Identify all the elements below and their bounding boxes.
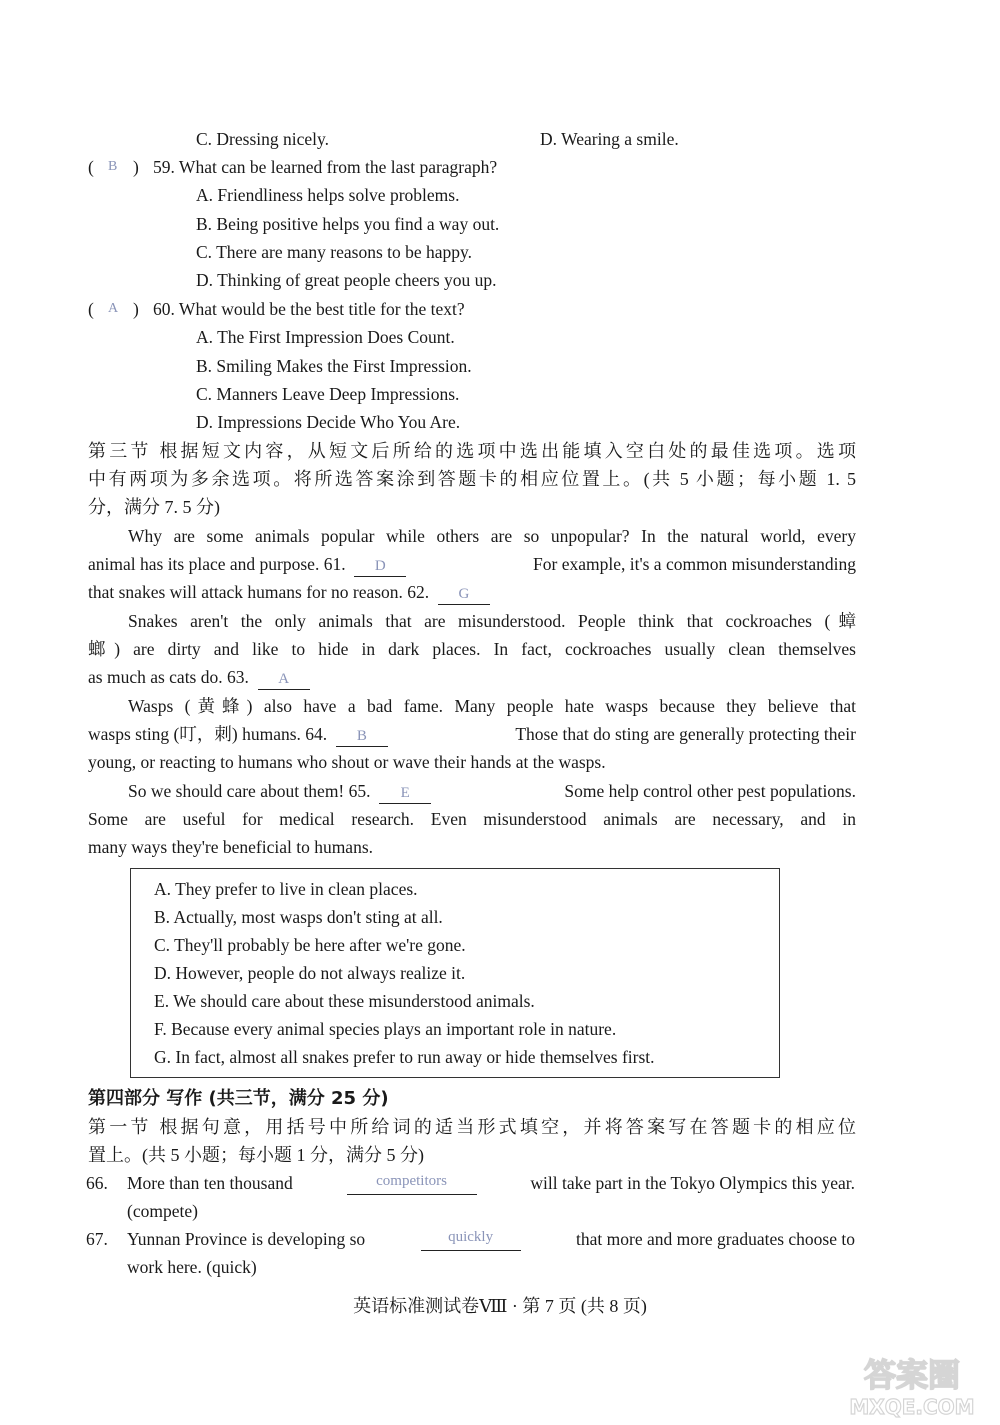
watermark-logo-text: 答案圈	[863, 1356, 961, 1394]
section3-instructions-line3: 分，满分 7. 5 分)	[88, 497, 220, 517]
q60-option-c: C. Manners Leave Deep Impressions.	[196, 384, 460, 404]
choice-d: D. However, people do not always realize it.	[154, 963, 466, 983]
blank-66: competitors	[347, 1171, 477, 1195]
q67-line1	[127, 1227, 855, 1251]
watermark-logo	[842, 1350, 982, 1420]
q59-option-d: D. Thinking of great people cheers you up.	[196, 270, 497, 290]
q59-answer-mark: B	[108, 159, 118, 174]
part4-instructions-line2: 置上。(共 5 小题；每小题 1 分，满分 5 分)	[88, 1145, 424, 1165]
part4-title: 第四部分 写作 (共三节，满分 25 分)	[88, 1088, 389, 1109]
choice-g: G. In fact, almost all snakes prefer to run away or hide themselves first.	[154, 1047, 655, 1067]
passage-p3-line1: Wasps (黄蜂) also have a bad fame. Many people hate wasps because they believe that	[128, 696, 856, 716]
q60-option-a: A. The First Impression Does Count.	[196, 327, 455, 347]
q58-option-c: C. Dressing nicely.	[196, 129, 330, 149]
passage-p2-line3	[88, 665, 310, 690]
passage-p2-line3-text: as much as cats do. 63.	[88, 667, 249, 687]
q60-option-d: D. Impressions Decide Who You Are.	[196, 412, 461, 432]
q66-line1	[127, 1171, 855, 1195]
passage-p4-line2: Some are useful for medical research. Even misunderstood animals are necessary, and in	[88, 809, 856, 829]
blank-65: E	[379, 783, 431, 804]
passage-p1-line1: Why are some animals popular while others are so unpopular? In the natural world, every	[128, 526, 856, 546]
passage-p2-line2: 螂) are dirty and like to hide in dark places. In fact, cockroaches usually clean themselves	[88, 639, 856, 659]
blank-64: B	[336, 726, 388, 747]
passage-p4-line1-start: So we should care about them! 65. E	[128, 779, 431, 804]
q60-stem: 60. What would be the best title for the text?	[153, 299, 465, 319]
section3-instructions-line2: 中有两项为多余选项。将所选答案涂到答题卡的相应位置上。(共 5 小题；每小题 1. 5	[88, 469, 856, 489]
passage-p4-line1-end: Some help control other pest populations.	[564, 781, 856, 801]
passage-p2-line1: Snakes aren't the only animals that are misunderstood. People think that cockroaches (蟑	[128, 611, 856, 631]
q67-line2: work here. (quick)	[127, 1257, 257, 1277]
q66-text-start: More than ten thousand	[127, 1173, 293, 1193]
q60-option-b: B. Smiling Makes the First Impression.	[196, 356, 472, 376]
passage-p1-line3	[88, 580, 490, 605]
q58-option-d: D. Wearing a smile.	[540, 129, 679, 149]
watermark-url-text: MXQE.COM	[849, 1395, 975, 1419]
q59-stem: 59. What can be learned from the last paragraph?	[153, 157, 498, 177]
choice-b: B. Actually, most wasps don't sting at all.	[154, 907, 443, 927]
q66-text-end: will take part in the Tokyo Olympics this year.	[530, 1173, 855, 1193]
q59-option-c: C. There are many reasons to be happy.	[196, 242, 473, 262]
section3-instructions-line1: 第三节 根据短文内容，从短文后所给的选项中选出能填入空白处的最佳选项。选项	[88, 441, 856, 461]
blank-67: quickly	[421, 1227, 521, 1251]
q60-answer-mark: A	[108, 301, 119, 316]
passage-p4-line3: many ways they're beneficial to humans.	[88, 837, 374, 857]
blank-63: A	[258, 669, 310, 690]
choice-c: C. They'll probably be here after we're gone.	[154, 935, 466, 955]
q59-option-b: B. Being positive helps you find a way out.	[196, 214, 500, 234]
passage-p3-line2	[88, 722, 856, 747]
passage-p3-line2-start: wasps sting (叮，刺) humans. 64. B	[88, 722, 388, 747]
q60-paren-open: (	[88, 299, 94, 319]
q59-paren-close: )	[133, 157, 139, 177]
passage-p3-line3: young, or reacting to humans who shout or wave their hands at the wasps.	[88, 752, 606, 772]
q60-paren-close: )	[133, 299, 139, 319]
q67-text-start: Yunnan Province is developing so	[127, 1229, 366, 1249]
passage-p4-line1	[128, 779, 856, 804]
q59-option-a: A. Friendliness helps solve problems.	[196, 185, 460, 205]
passage-p1-line2	[88, 552, 856, 577]
page-footer: 英语标准测试卷Ⅷ · 第 7 页 (共 8 页)	[353, 1296, 647, 1316]
q67-text-end: that more and more graduates choose to	[576, 1229, 855, 1249]
passage-p3-line2-end: Those that do sting are generally protecting their	[515, 724, 856, 744]
q66-hint: (compete)	[127, 1201, 198, 1221]
q59-paren-open: (	[88, 157, 94, 177]
part4-instructions-line1: 第一节 根据句意，用括号中所给词的适当形式填空，并将答案写在答题卡的相应位	[88, 1117, 856, 1137]
blank-61: D	[354, 556, 406, 577]
passage-p1-line3-text: that snakes will attack humans for no reason. 62.	[88, 582, 430, 602]
choice-f: F. Because every animal species plays an important role in nature.	[154, 1019, 617, 1039]
passage-p1-line2-end: For example, it's a common misunderstanding	[533, 554, 856, 574]
q67-number: 67.	[86, 1229, 108, 1249]
q66-number: 66.	[86, 1173, 108, 1193]
passage-p1-line2-start: animal has its place and purpose. 61. D	[88, 552, 406, 577]
blank-62: G	[438, 584, 490, 605]
choice-e: E. We should care about these misunderstood animals.	[154, 991, 535, 1011]
choice-a: A. They prefer to live in clean places.	[154, 879, 418, 899]
